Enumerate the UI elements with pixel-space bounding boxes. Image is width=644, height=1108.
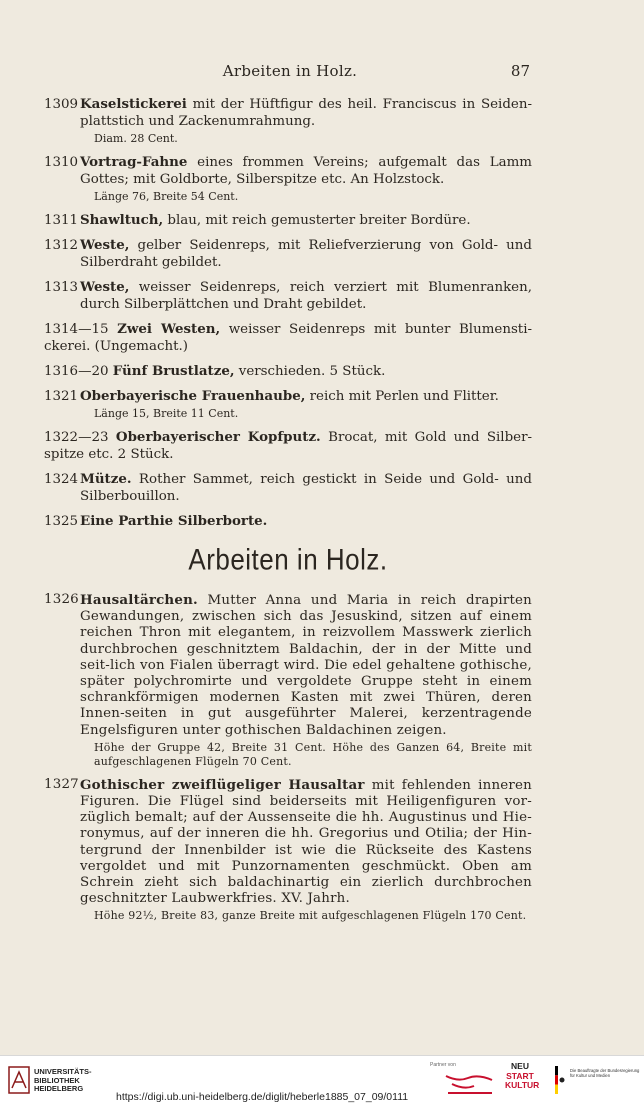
catalog-entry [44, 321, 532, 355]
german-flag-icon [555, 1066, 565, 1094]
entries-before-section [44, 96, 532, 530]
neustart-kultur-logo [505, 1061, 540, 1091]
entry-dimensions: Höhe der Gruppe 42, Breite 31 Cent. Höhe des Ganzen 64, Breite mit aufgeschlagenen Flügeln 70 Cent. [94, 740, 532, 768]
entry-title: Vortrag-Fahne [80, 154, 188, 170]
entry-description: verschieden. 5 Stück. [234, 364, 386, 379]
catalog-entry [44, 363, 532, 380]
entry-number: 1314—15 [44, 322, 109, 337]
university-library-name [34, 1068, 92, 1094]
entry-description: mit fehlenden inneren Figuren. Die Flügel sind beiderseits mit Heiligenfiguren vor-züglich bemalt; auf der Aussenseite die hh. Augustinus und Hie-ronymus, auf der inneren die hh. Gregorius und Otilia; der Hin-tergrund der Innenbilder ist wie die Rückseite des Kastens vergoldet und mit Punzornamenten geschmückt. Oben am Schrein zieht sich baldachinartig ein zierlich durchbrochen geschnitzter Laubwerkfries. XV. Jahrh. [80, 777, 532, 907]
entry-title: Fünf Brustlatze, [112, 363, 235, 379]
catalog-entries [44, 96, 532, 931]
catalog-entry [44, 96, 532, 146]
entry-dimensions: Länge 76, Breite 54 Cent. [94, 190, 239, 203]
entry-number: 1310 [44, 155, 79, 170]
entry-number: 1316—20 [44, 364, 109, 379]
uni-line-1: UNIVERSITÄTS- [34, 1067, 92, 1076]
catalog-entry [44, 429, 532, 463]
entry-title: Gothischer zweiflügeliger Hausaltar [80, 776, 365, 793]
entry-dimensions: Länge 15, Breite 11 Cent. [94, 407, 239, 420]
entry-number: 1327 [44, 776, 79, 792]
federal-commissioner-text: Die Beauftragte der Bundesregierung für Kultur und Medien [570, 1068, 640, 1078]
catalog-entry [44, 471, 532, 505]
entry-description: eines frommen Vereins; aufgemalt das Lamm Gottes; mit Goldborte, Silberspitze etc. An Holzstock. [80, 155, 532, 187]
entry-title: Kaselstickerei [80, 96, 187, 112]
entry-dimensions: Höhe 92½, Breite 83, ganze Breite mit aufgeschlagenen Flügeln 170 Cent. [94, 909, 527, 923]
neustart-neu: NEU [511, 1061, 529, 1071]
entry-title: Shawltuch, [80, 212, 164, 228]
entry-description: Rother Sammet, reich gestickt in Seide und Gold- und Silberbouillon. [80, 472, 532, 504]
entry-number: 1321 [44, 389, 79, 404]
catalog-entry [44, 513, 532, 530]
page-number: 87 [510, 62, 530, 80]
catalog-entry [44, 212, 532, 229]
partner-logo-icon [438, 1068, 500, 1098]
entry-number: 1313 [44, 280, 79, 295]
uni-line-3: HEIDELBERG [34, 1084, 84, 1093]
entry-number: 1312 [44, 238, 79, 253]
catalog-entry [44, 237, 532, 271]
entries-after-section [44, 592, 532, 923]
entry-description: blau, mit reich gemusterter breiter Bordüre. [163, 213, 471, 228]
entry-number: 1322—23 [44, 430, 109, 445]
entry-description: weisser Seidenreps mit bunter Blumensti-ckerei. (Ungemacht.) [44, 322, 532, 354]
catalog-entry [44, 592, 532, 769]
permalink-url[interactable]: https://digi.ub.uni-heidelberg.de/diglit/heberle1885_07_09/0111 [116, 1091, 409, 1103]
entry-description: reich mit Perlen und Flitter. [305, 389, 499, 404]
neustart-start: START [506, 1070, 534, 1081]
footer-bar [0, 1055, 644, 1108]
neustart-kultur: KULTUR [505, 1080, 540, 1090]
entry-title: Mütze. [80, 471, 132, 487]
entry-title: Weste, [80, 279, 130, 295]
entry-description: mit der Hüftfigur des heil. Franciscus in Seiden-plattstich und Zackenumrahmung. [80, 97, 532, 129]
entry-number: 1324 [44, 472, 79, 487]
entry-number: 1309 [44, 97, 79, 112]
running-title: Arbeiten in Holz. [222, 62, 358, 80]
catalog-entry [44, 279, 532, 313]
entry-description: gelber Seidenreps, mit Reliefverzierung von Gold- und Silberdraht gebildet. [80, 238, 532, 270]
entry-description: Mutter Anna und Maria in reich drapirten Gewandungen, zwischen sich das Jesuskind, sitzen auf einem reichen Thron mit elegantem, in reizvollem Masswerk zierlich durchbrochen geschnitztem Baldachin, der in der Mitte und seit-lich von Fialen überragt wird. Die edel gehaltene gothische, später polychromirte und vergoldete Gruppe steht in einem schrankförmigen modernen Kasten mit zwei Thüren, deren Innen-seiten in gut ausgeführter Malerei, kerzentragende Engelsfiguren unter gothischen Baldachinen zeigen. [80, 593, 532, 738]
uni-line-2: BIBLIOTHEK [34, 1075, 80, 1085]
entry-title: Zwei Westen, [117, 321, 221, 337]
entry-number: 1326 [44, 592, 79, 607]
entry-number: 1325 [44, 514, 79, 529]
partner-label: Partner von [430, 1062, 456, 1068]
entry-title: Hausaltärchen. [80, 592, 198, 608]
section-title: Arbeiten in Holz. [188, 541, 388, 577]
entry-description: Brocat, mit Gold und Silber-spitze etc. 2 Stück. [44, 430, 532, 462]
catalog-entry [44, 777, 532, 924]
entry-title: Oberbayerische Frauenhaube, [80, 388, 306, 404]
catalog-entry [44, 154, 532, 204]
entry-title: Oberbayerischer Kopfputz. [115, 429, 321, 445]
catalog-entry [44, 388, 532, 421]
university-seal-icon [8, 1066, 30, 1094]
entry-description: weisser Seidenreps, reich verziert mit Blumenranken, durch Silberplättchen und Draht gebildet. [80, 280, 532, 312]
entry-title: Weste, [80, 237, 130, 253]
running-head [50, 62, 530, 84]
entry-dimensions: Diam. 28 Cent. [94, 132, 178, 145]
entry-title: Eine Parthie Silberborte. [80, 513, 268, 529]
entry-number: 1311 [44, 213, 79, 228]
